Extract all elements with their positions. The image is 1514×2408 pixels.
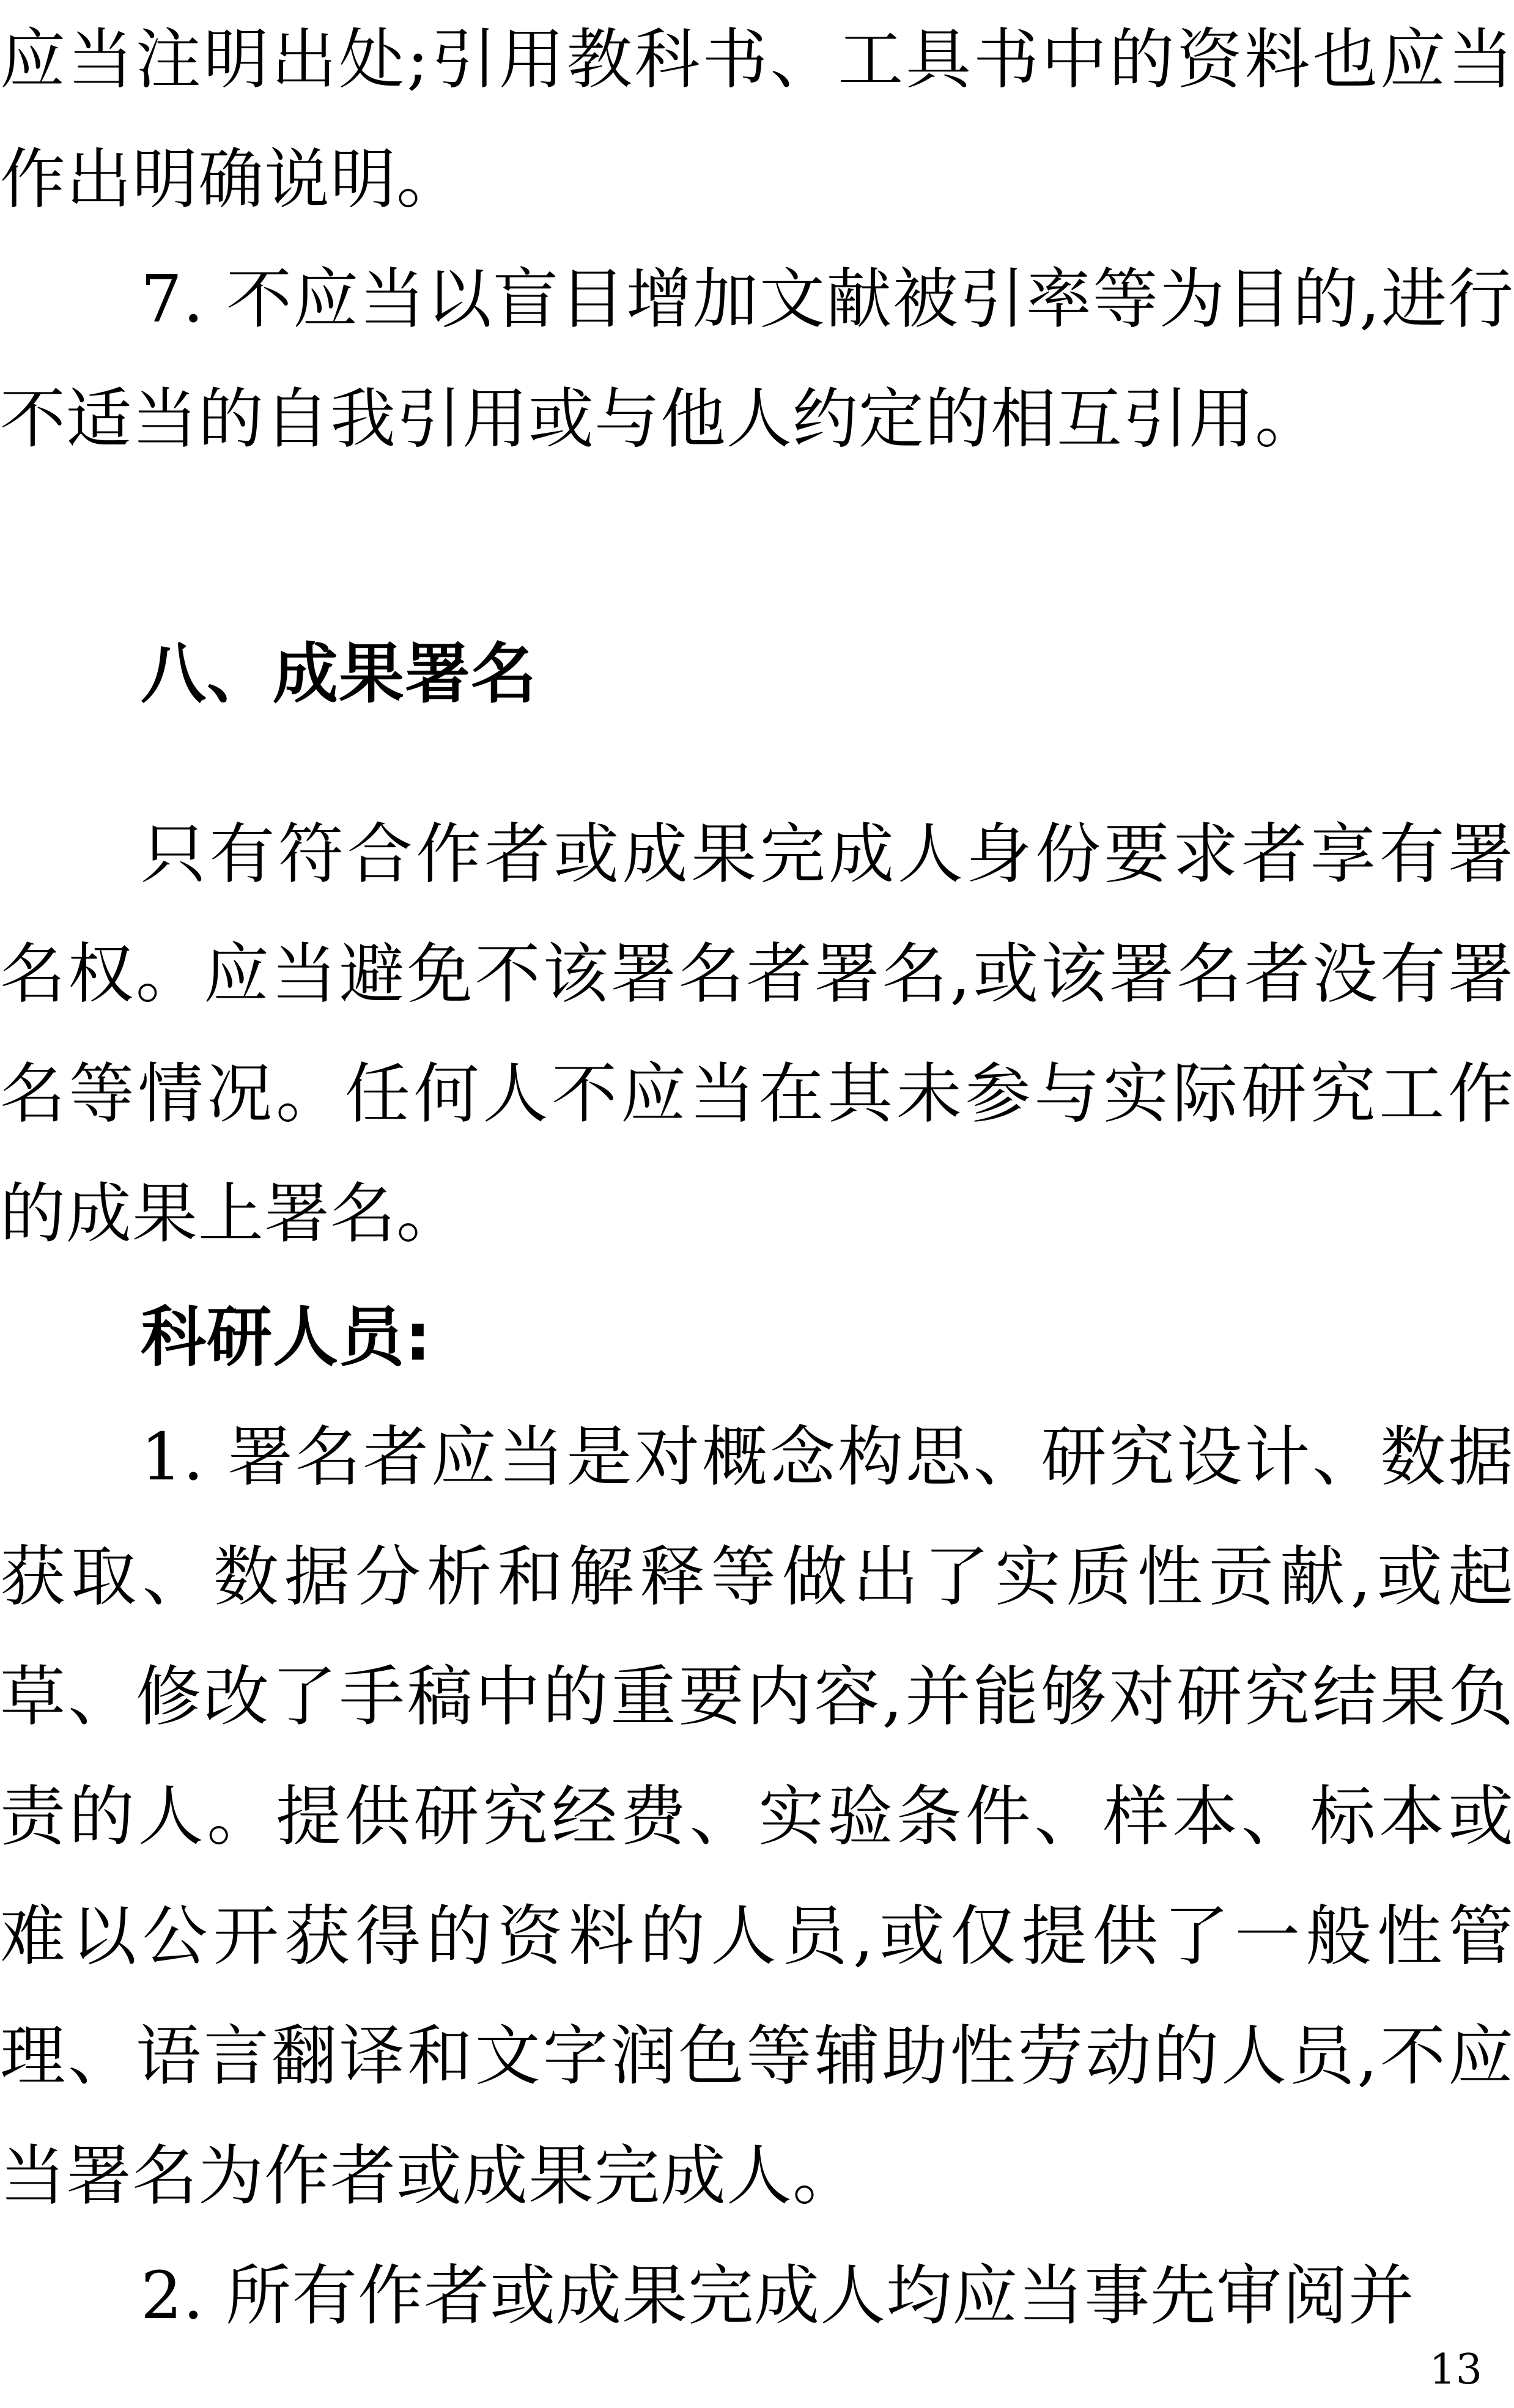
paragraph-item-7: 7. 不应当以盲目增加文献被引率等为目的,进行不适当的自我引用或与他人约定的相互引用。 bbox=[0, 262, 1514, 457]
section-heading-authorship: 八、成果署名 bbox=[141, 636, 537, 712]
paragraph-citation-source: 应当注明出处;引用教科书、工具书中的资料也应当作出明确说明。 bbox=[0, 22, 1514, 218]
subheading-researchers: 科研人员: bbox=[141, 1300, 432, 1375]
paragraph-item-1: 1. 署名者应当是对概念构思、研究设计、数据获取、数据分析和解释等做出了实质性贡献,或起草、修改了手稿中的重要内容,并能够对研究结果负责的人。提供研究经费、实验条件、样本、标本或难以公开获得的资料的人员,或仅提供了一般性管理、语言翻译和文字润色等辅助性劳动的人员,不应当署名为作者或成果完成人。 bbox=[0, 1419, 1514, 2214]
paragraph-item-2: 2. 所有作者或成果完成人均应当事先审阅并 bbox=[141, 2258, 1415, 2334]
page-number: 13 bbox=[1429, 2346, 1482, 2394]
paragraph-authorship-rights: 只有符合作者或成果完成人身份要求者享有署名权。应当避免不该署名者署名,或该署名者没有署名等情况。任何人不应当在其未参与实际研究工作的成果上署名。 bbox=[0, 817, 1514, 1252]
